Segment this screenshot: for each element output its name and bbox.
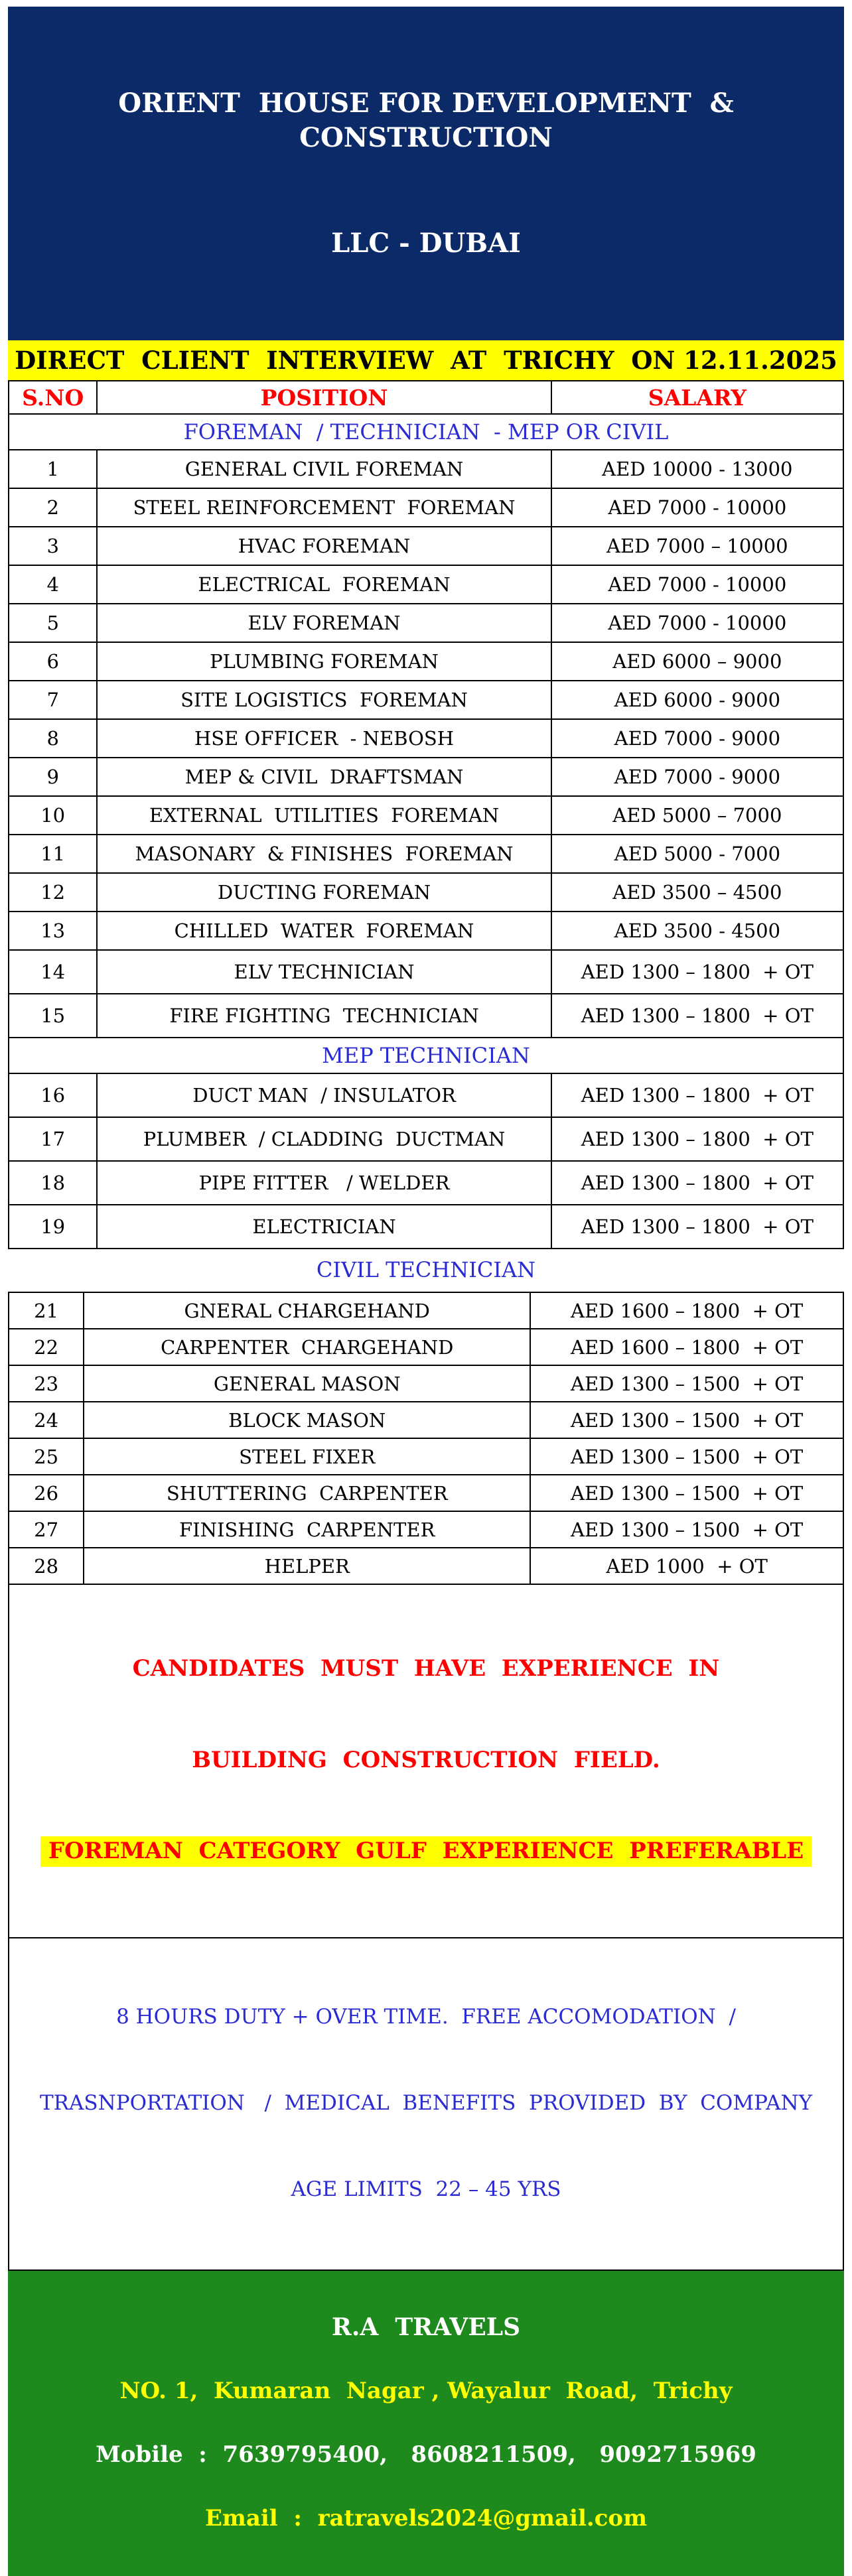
- cell-position: ELECTRICAL FOREMAN: [97, 565, 551, 604]
- table-row: [9, 796, 843, 835]
- cell-salary: AED 10000 - 13000: [551, 450, 843, 488]
- cell-salary: AED 7000 – 10000: [551, 527, 843, 565]
- cell-sno: 28: [9, 1548, 84, 1584]
- cell-salary: AED 1300 – 1800 + OT: [551, 994, 843, 1038]
- table-row: [9, 1292, 843, 1329]
- table-row: [9, 527, 843, 565]
- cell-position: DUCT MAN / INSULATOR: [97, 1073, 551, 1117]
- benefits-line-1: 8 HOURS DUTY + OVER TIME. FREE ACCOMODATION /: [116, 2004, 736, 2029]
- interview-banner: DIRECT CLIENT INTERVIEW AT TRICHY ON 12.11.2025: [8, 340, 844, 380]
- column-header-position: POSITION: [97, 381, 551, 414]
- section-title: FOREMAN / TECHNICIAN - MEP OR CIVIL: [9, 414, 843, 450]
- cell-sno: 4: [9, 565, 97, 604]
- cell-salary: AED 1300 – 1500 + OT: [530, 1475, 843, 1511]
- cell-sno: 13: [9, 912, 97, 950]
- cell-salary: AED 1600 – 1800 + OT: [530, 1292, 843, 1329]
- notice-line-1: CANDIDATES MUST HAVE EXPERIENCE IN: [132, 1655, 720, 1682]
- cell-sno: 1: [9, 450, 97, 488]
- cell-position: HVAC FOREMAN: [97, 527, 551, 565]
- cell-salary: AED 1300 – 1800 + OT: [551, 1073, 843, 1117]
- cell-salary: AED 7000 - 10000: [551, 488, 843, 527]
- cell-sno: 19: [9, 1205, 97, 1249]
- cell-position: BLOCK MASON: [84, 1402, 530, 1438]
- cell-position: SHUTTERING CARPENTER: [84, 1475, 530, 1511]
- cell-position: PLUMBER / CLADDING DUCTMAN: [97, 1117, 551, 1161]
- table-row: [9, 565, 843, 604]
- agency-name: R.A TRAVELS: [331, 2313, 521, 2341]
- table-row: [9, 912, 843, 950]
- cell-salary: AED 1300 – 1500 + OT: [530, 1365, 843, 1402]
- cell-salary: AED 7000 - 10000: [551, 565, 843, 604]
- cell-salary: AED 1300 – 1800 + OT: [551, 1161, 843, 1205]
- cell-position: ELV TECHNICIAN: [97, 950, 551, 994]
- cell-salary: AED 3500 - 4500: [551, 912, 843, 950]
- experience-notice: [8, 1585, 844, 1938]
- cell-sno: 24: [9, 1402, 84, 1438]
- cell-sno: 17: [9, 1117, 97, 1161]
- cell-sno: 27: [9, 1511, 84, 1548]
- cell-position: DUCTING FOREMAN: [97, 873, 551, 912]
- table-row: [9, 1365, 843, 1402]
- cell-position: PLUMBING FOREMAN: [97, 642, 551, 681]
- cell-position: HSE OFFICER - NEBOSH: [97, 719, 551, 758]
- cell-position: ELV FOREMAN: [97, 604, 551, 642]
- cell-position: PIPE FITTER / WELDER: [97, 1161, 551, 1205]
- cell-salary: AED 7000 - 9000: [551, 758, 843, 796]
- cell-position: FIRE FIGHTING TECHNICIAN: [97, 994, 551, 1038]
- cell-position: STEEL FIXER: [84, 1438, 530, 1475]
- cell-sno: 7: [9, 681, 97, 719]
- table-row: [9, 1205, 843, 1249]
- cell-salary: AED 5000 - 7000: [551, 835, 843, 873]
- cell-sno: 3: [9, 527, 97, 565]
- cell-salary: AED 1600 – 1800 + OT: [530, 1329, 843, 1365]
- cell-salary: AED 1300 – 1500 + OT: [530, 1438, 843, 1475]
- cell-position: GENERAL MASON: [84, 1365, 530, 1402]
- benefits-line-2: TRASNPORTATION / MEDICAL BENEFITS PROVIDED BY COMPANY: [39, 2090, 813, 2115]
- cell-salary: AED 1300 – 1800 + OT: [551, 1205, 843, 1249]
- cell-salary: AED 7000 - 10000: [551, 604, 843, 642]
- cell-sno: 14: [9, 950, 97, 994]
- section-title-row: [9, 414, 843, 450]
- cell-salary: AED 1300 – 1500 + OT: [530, 1511, 843, 1548]
- cell-sno: 15: [9, 994, 97, 1038]
- cell-sno: 11: [9, 835, 97, 873]
- table-row: [9, 950, 843, 994]
- table-row: [9, 719, 843, 758]
- table-row: [9, 1548, 843, 1584]
- table-row: [9, 488, 843, 527]
- company-name-line1: ORIENT HOUSE FOR DEVELOPMENT & CONSTRUCTION: [118, 87, 743, 154]
- cell-position: STEEL REINFORCEMENT FOREMAN: [97, 488, 551, 527]
- cell-position: SITE LOGISTICS FOREMAN: [97, 681, 551, 719]
- cell-position: HELPER: [84, 1548, 530, 1584]
- table-row: [9, 1117, 843, 1161]
- positions-table: [8, 380, 844, 1249]
- table-row: [9, 994, 843, 1038]
- cell-sno: 2: [9, 488, 97, 527]
- cell-position: EXTERNAL UTILITIES FOREMAN: [97, 796, 551, 835]
- column-header-salary: SALARY: [551, 381, 843, 414]
- cell-salary: AED 6000 – 9000: [551, 642, 843, 681]
- notice-line-2: BUILDING CONSTRUCTION FIELD.: [192, 1746, 660, 1773]
- table-row: [9, 450, 843, 488]
- company-header: [8, 7, 844, 340]
- table-row: [9, 1402, 843, 1438]
- agency-footer: [8, 2271, 844, 2576]
- section-title-row: [9, 1038, 843, 1073]
- cell-sno: 18: [9, 1161, 97, 1205]
- cell-sno: 6: [9, 642, 97, 681]
- table-header-row: [9, 381, 843, 414]
- cell-sno: 5: [9, 604, 97, 642]
- benefits-notice: [8, 1938, 844, 2271]
- cell-position: MEP & CIVIL DRAFTSMAN: [97, 758, 551, 796]
- notice-highlight-line: FOREMAN CATEGORY GULF EXPERIENCE PREFERABLE: [40, 1836, 812, 1867]
- section-title: MEP TECHNICIAN: [9, 1038, 843, 1073]
- cell-position: MASONARY & FINISHES FOREMAN: [97, 835, 551, 873]
- agency-address: NO. 1, Kumaran Nagar , Wayalur Road, Trichy: [119, 2378, 733, 2405]
- cell-position: CHILLED WATER FOREMAN: [97, 912, 551, 950]
- table-row: [9, 873, 843, 912]
- agency-email: Email : ratravels2024@gmail.com: [204, 2504, 648, 2532]
- table-row: [9, 1161, 843, 1205]
- cell-salary: AED 6000 - 9000: [551, 681, 843, 719]
- table-row: [9, 642, 843, 681]
- cell-sno: 22: [9, 1329, 84, 1365]
- cell-sno: 23: [9, 1365, 84, 1402]
- cell-salary: AED 3500 – 4500: [551, 873, 843, 912]
- cell-salary: AED 7000 - 9000: [551, 719, 843, 758]
- cell-position: GENERAL CIVIL FOREMAN: [97, 450, 551, 488]
- cell-sno: 12: [9, 873, 97, 912]
- cell-position: FINISHING CARPENTER: [84, 1511, 530, 1548]
- cell-salary: AED 1300 – 1800 + OT: [551, 1117, 843, 1161]
- table-row: [9, 604, 843, 642]
- cell-salary: AED 5000 – 7000: [551, 796, 843, 835]
- cell-salary: AED 1300 – 1800 + OT: [551, 950, 843, 994]
- cell-salary: AED 1000 + OT: [530, 1548, 843, 1584]
- cell-sno: 26: [9, 1475, 84, 1511]
- cell-salary: AED 1300 – 1500 + OT: [530, 1402, 843, 1438]
- cell-position: GNERAL CHARGEHAND: [84, 1292, 530, 1329]
- cell-sno: 21: [9, 1292, 84, 1329]
- cell-sno: 8: [9, 719, 97, 758]
- table-row: [9, 681, 843, 719]
- table-row: [9, 1511, 843, 1548]
- cell-sno: 10: [9, 796, 97, 835]
- civil-positions-table: [8, 1292, 844, 1585]
- table-row: [9, 758, 843, 796]
- cell-sno: 25: [9, 1438, 84, 1475]
- section-title-civil-technician: CIVIL TECHNICIAN: [316, 1257, 536, 1283]
- table-row: [9, 1329, 843, 1365]
- table-row: [9, 1475, 843, 1511]
- cell-position: ELECTRICIAN: [97, 1205, 551, 1249]
- cell-sno: 16: [9, 1073, 97, 1117]
- company-name-line2: LLC - DUBAI: [331, 227, 521, 259]
- table-row: [9, 1073, 843, 1117]
- table-row: [9, 1438, 843, 1475]
- table-row: [9, 835, 843, 873]
- cell-sno: 9: [9, 758, 97, 796]
- cell-position: CARPENTER CHARGEHAND: [84, 1329, 530, 1365]
- column-header-sno: S.NO: [9, 381, 97, 414]
- agency-mobile-numbers: Mobile : 7639795400, 8608211509, 9092715969: [96, 2441, 756, 2468]
- benefits-line-3: AGE LIMITS 22 – 45 YRS: [291, 2177, 561, 2202]
